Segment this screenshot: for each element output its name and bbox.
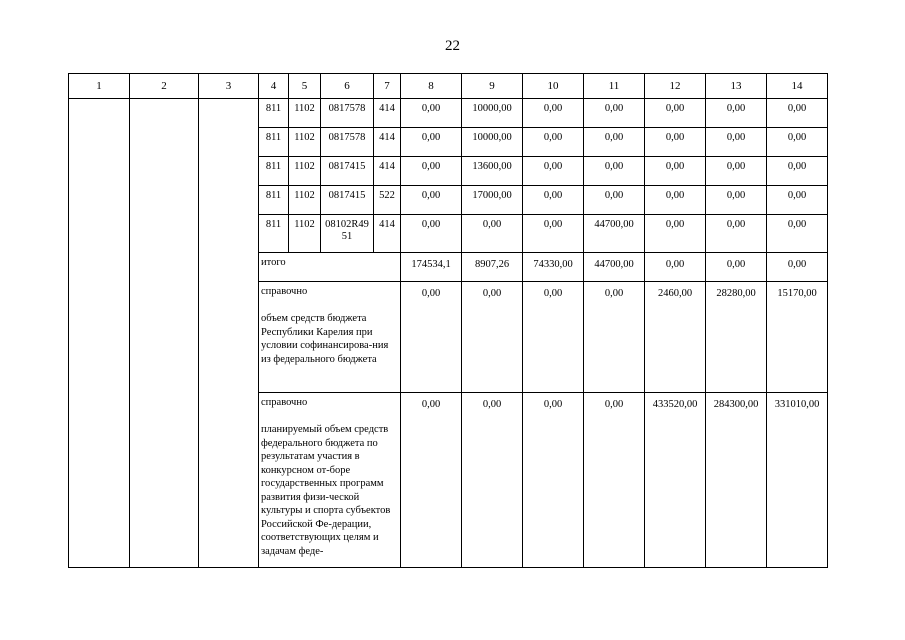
value-cell: 15170,00 [767, 282, 828, 393]
value-cell: 0,00 [706, 99, 767, 128]
value-cell: 0,00 [645, 128, 706, 157]
code-cell: 1102 [289, 99, 321, 128]
code-cell: 414 [374, 157, 401, 186]
code-cell: 414 [374, 215, 401, 253]
header-cell: 3 [199, 74, 259, 99]
value-cell: 0,00 [706, 128, 767, 157]
value-cell: 17000,00 [462, 186, 523, 215]
value-cell: 10000,00 [462, 99, 523, 128]
reference-title: справочно [261, 397, 308, 408]
code-cell: 0817415 [321, 157, 374, 186]
reference-text: планируемый объем средств федерального бюджета по результатам участия в конкурсном от-боре государственных программ развития физи-ческой культуры и спорта субъектов Российской Фе-дерации, соответствующих целям и задачам феде- [261, 424, 391, 557]
header-cell: 2 [130, 74, 199, 99]
reference-label [259, 282, 401, 393]
table-row [69, 99, 828, 128]
header-cell: 14 [767, 74, 828, 99]
value-cell: 0,00 [706, 215, 767, 253]
value-cell: 0,00 [523, 215, 584, 253]
value-cell: 174534,1 [401, 253, 462, 282]
code-cell: 414 [374, 128, 401, 157]
header-cell: 11 [584, 74, 645, 99]
header-cell: 4 [259, 74, 289, 99]
reference-text: объем средств бюджета Республики Карелия при условии софинансирова-ния из федерального бюджета [261, 313, 389, 365]
value-cell: 0,00 [706, 253, 767, 282]
value-cell: 433520,00 [645, 393, 706, 568]
empty-cell [199, 99, 259, 568]
empty-cell [130, 99, 199, 568]
budget-table [68, 73, 828, 568]
value-cell: 331010,00 [767, 393, 828, 568]
value-cell: 0,00 [523, 186, 584, 215]
value-cell: 44700,00 [584, 253, 645, 282]
empty-cell [69, 99, 130, 568]
value-cell: 0,00 [706, 186, 767, 215]
code-cell: 1102 [289, 215, 321, 253]
value-cell: 0,00 [645, 157, 706, 186]
value-cell: 0,00 [645, 253, 706, 282]
code-cell: 08102R4951 [321, 215, 374, 253]
value-cell: 0,00 [645, 99, 706, 128]
code-cell: 1102 [289, 186, 321, 215]
value-cell: 0,00 [401, 157, 462, 186]
value-cell: 10000,00 [462, 128, 523, 157]
value-cell: 28280,00 [706, 282, 767, 393]
code-cell: 0817578 [321, 128, 374, 157]
value-cell: 0,00 [401, 282, 462, 393]
header-cell: 7 [374, 74, 401, 99]
value-cell: 284300,00 [706, 393, 767, 568]
code-cell: 522 [374, 186, 401, 215]
header-cell: 6 [321, 74, 374, 99]
code-cell: 1102 [289, 128, 321, 157]
value-cell: 0,00 [584, 99, 645, 128]
value-cell: 0,00 [584, 186, 645, 215]
code-cell: 0817415 [321, 186, 374, 215]
header-cell: 8 [401, 74, 462, 99]
value-cell: 0,00 [462, 215, 523, 253]
value-cell: 0,00 [645, 215, 706, 253]
value-cell: 0,00 [401, 128, 462, 157]
header-cell: 12 [645, 74, 706, 99]
value-cell: 0,00 [401, 215, 462, 253]
value-cell: 2460,00 [645, 282, 706, 393]
value-cell: 0,00 [462, 393, 523, 568]
code-cell: 414 [374, 99, 401, 128]
value-cell: 13600,00 [462, 157, 523, 186]
code-cell: 811 [259, 186, 289, 215]
code-cell: 811 [259, 99, 289, 128]
value-cell: 0,00 [767, 128, 828, 157]
value-cell: 0,00 [523, 157, 584, 186]
value-cell: 0,00 [767, 253, 828, 282]
total-label: итого [259, 253, 401, 282]
value-cell: 0,00 [523, 393, 584, 568]
value-cell: 0,00 [401, 393, 462, 568]
value-cell: 8907,26 [462, 253, 523, 282]
value-cell: 0,00 [584, 157, 645, 186]
header-cell: 5 [289, 74, 321, 99]
value-cell: 44700,00 [584, 215, 645, 253]
value-cell: 0,00 [523, 282, 584, 393]
header-cell: 1 [69, 74, 130, 99]
reference-title: справочно [261, 286, 308, 297]
value-cell: 0,00 [523, 99, 584, 128]
value-cell: 0,00 [584, 393, 645, 568]
code-cell: 811 [259, 128, 289, 157]
value-cell: 0,00 [584, 282, 645, 393]
value-cell: 0,00 [645, 186, 706, 215]
code-cell: 811 [259, 157, 289, 186]
header-cell: 13 [706, 74, 767, 99]
value-cell: 0,00 [401, 99, 462, 128]
value-cell: 0,00 [767, 215, 828, 253]
value-cell: 0,00 [767, 99, 828, 128]
value-cell: 0,00 [584, 128, 645, 157]
code-cell: 1102 [289, 157, 321, 186]
header-cell: 10 [523, 74, 584, 99]
code-cell: 811 [259, 215, 289, 253]
header-cell: 9 [462, 74, 523, 99]
page-number: 22 [445, 38, 460, 54]
value-cell: 0,00 [767, 157, 828, 186]
value-cell: 0,00 [462, 282, 523, 393]
value-cell: 0,00 [401, 186, 462, 215]
value-cell: 74330,00 [523, 253, 584, 282]
code-cell: 0817578 [321, 99, 374, 128]
header-row [69, 74, 828, 99]
reference-label [259, 393, 401, 568]
value-cell: 0,00 [767, 186, 828, 215]
value-cell: 0,00 [523, 128, 584, 157]
value-cell: 0,00 [706, 157, 767, 186]
